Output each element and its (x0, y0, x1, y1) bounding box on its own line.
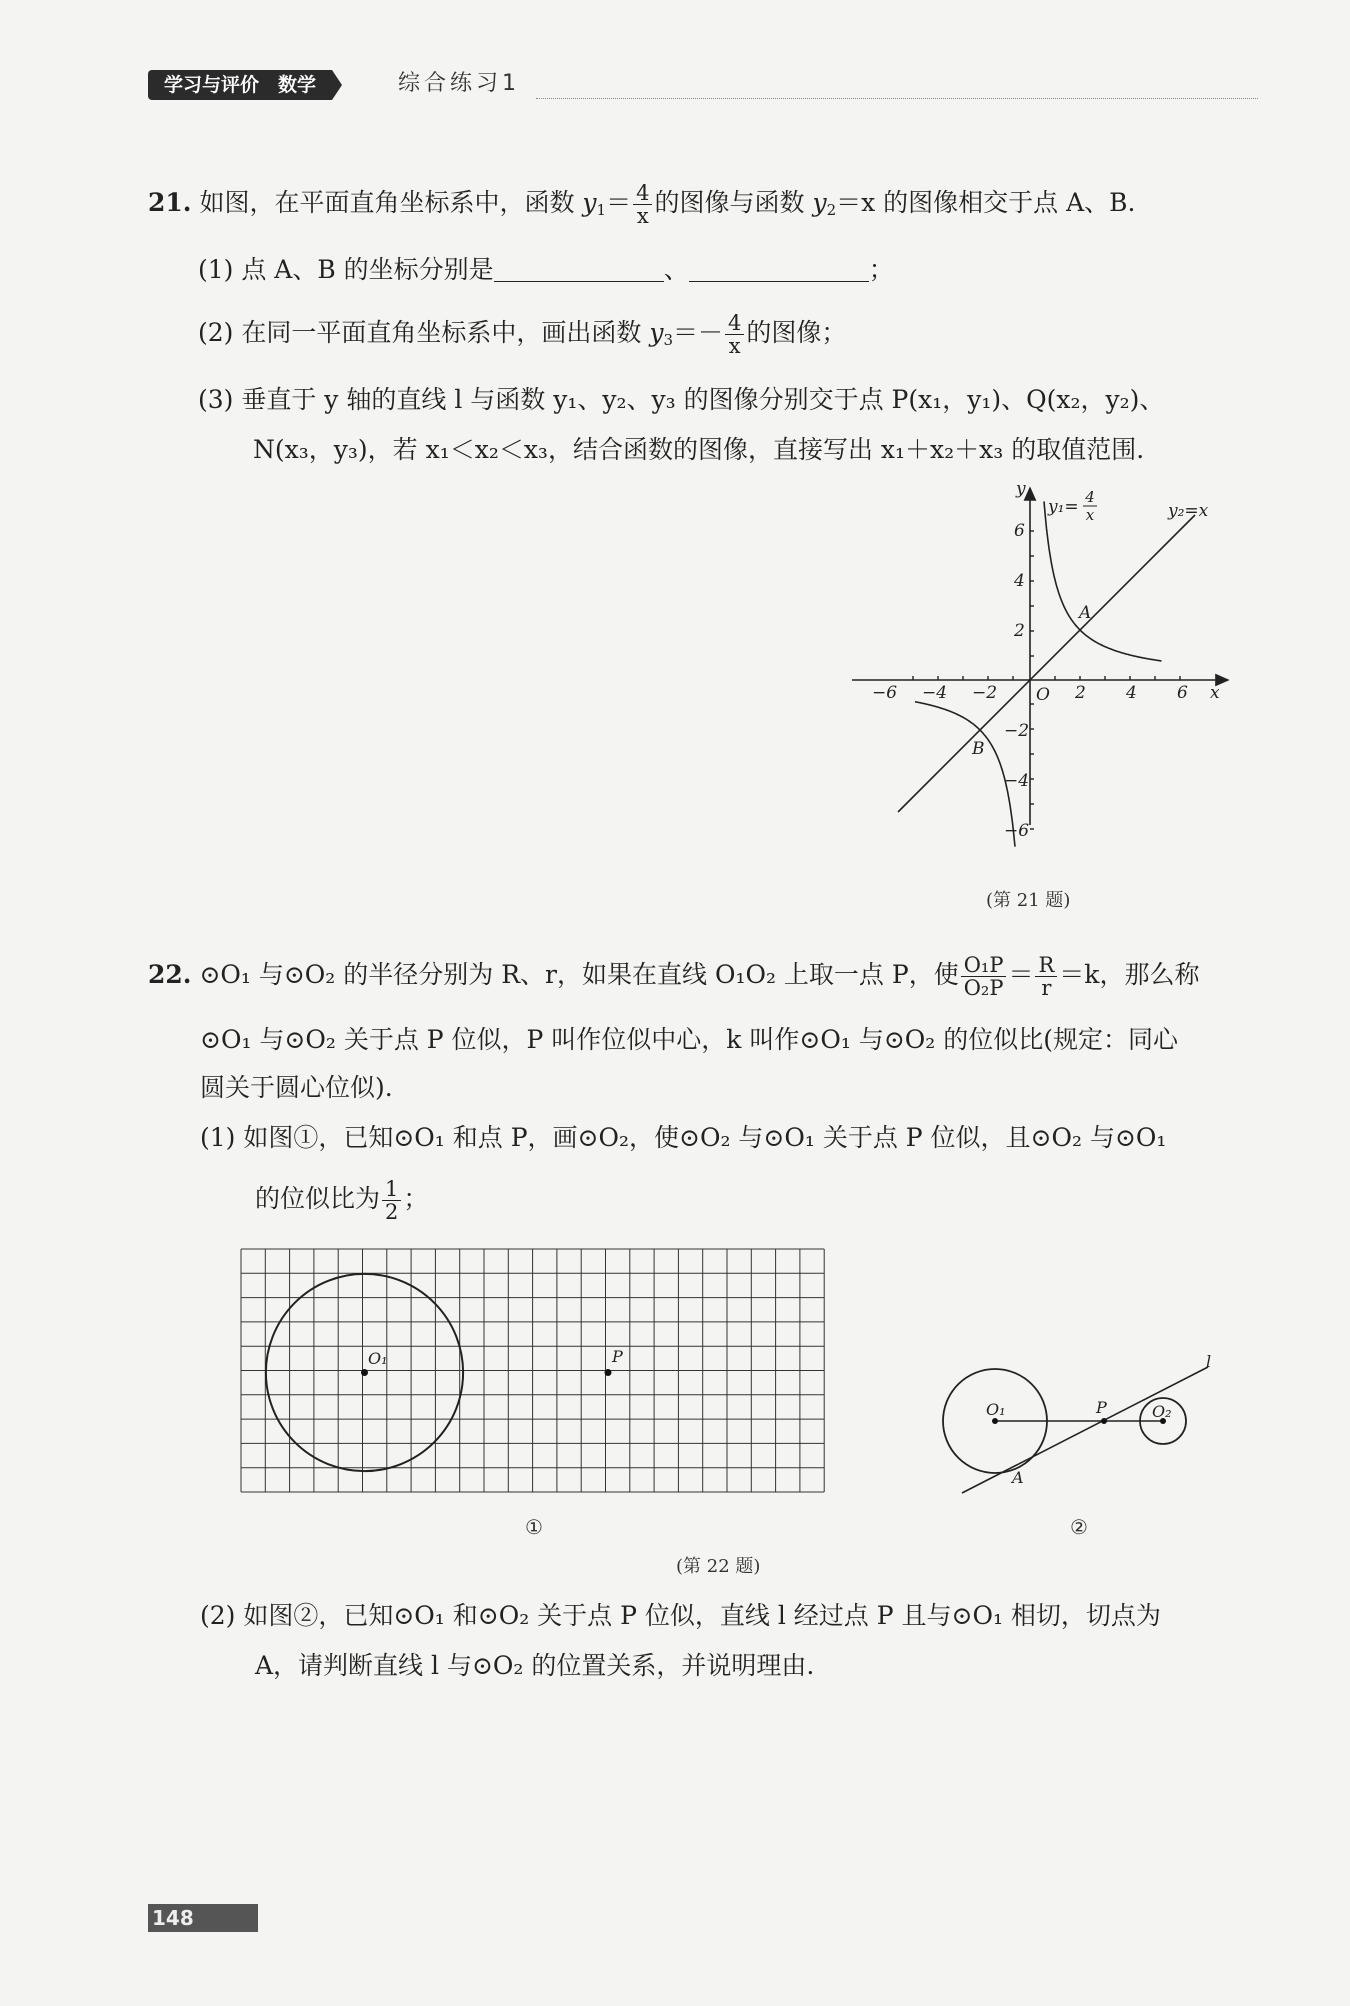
q22-l1-text: ⊙O₁ 与⊙O₂ 的半径分别为 R、r，如果在直线 O₁O₂ 上取一点 P，使 (199, 960, 959, 989)
q22-part2-line1: (2) 如图②，已知⊙O₁ 和⊙O₂ 关于点 P 位似，直线 l 经过点 P 且与⊙O₁ 相切，切点为 (200, 1601, 1161, 1630)
q21-p2-eq: ＝－ (673, 318, 724, 347)
q21-stem-b: 的图像与函数 (654, 188, 805, 217)
q21-y1: y (582, 188, 597, 217)
q22-p1-text: 的位似比为 (255, 1184, 381, 1213)
q22-figure1 (240, 1248, 830, 1498)
p-label: P (612, 1347, 623, 1366)
q21-part3-line1: (3) 垂直于 y 轴的直线 l 与函数 y₁、y₂、y₃ 的图像分别交于点 P(x₁，y₁)、Q(x₂，y₂)、 (198, 385, 1165, 414)
point-b-label: B (972, 739, 985, 759)
q22-f1-den: O₂P (963, 976, 1004, 1000)
y-tick-label: 6 (1014, 521, 1025, 541)
line-y2 (898, 515, 1195, 812)
page-number: 148 (152, 1906, 194, 1930)
x-tick-label: 4 (1126, 683, 1137, 703)
y2-curve-label: y₂=x (1168, 501, 1209, 521)
x-tick-label: 2 (1075, 683, 1086, 703)
q21-caption: (第 21 题) (986, 890, 1071, 911)
y-axis-label: y (1016, 480, 1026, 499)
q22-number: 22. (148, 960, 192, 989)
q21-y1-sub: 1 (596, 201, 607, 219)
x-tick-label: −2 (972, 683, 998, 703)
x-tick-label: 6 (1177, 683, 1188, 703)
q21-graph (850, 480, 1250, 850)
q21-p2-num: 4 (725, 312, 744, 335)
y-tick-label: 2 (1014, 621, 1025, 641)
o2-label: O₂ (1152, 1402, 1172, 1421)
q22-p1-den: 2 (385, 1200, 399, 1224)
q21-frac-num: 4 (633, 182, 652, 205)
p-label: P (1096, 1398, 1107, 1417)
y1-label-num: 4 (1085, 488, 1095, 506)
page-number-block (148, 1904, 258, 1932)
o1-label: O₁ (986, 1400, 1006, 1419)
y1-curve-label: y₁= (1048, 497, 1079, 517)
y1-label-den: x (1085, 506, 1095, 524)
q22-stem-line3: 圆关于圆心位似). (200, 1073, 393, 1102)
q22-f1-num: O₁P (961, 954, 1007, 977)
q22-p1-num: 1 (382, 1178, 401, 1201)
q22-p1-end: ； (403, 1184, 429, 1213)
q21-y2-sub: 2 (826, 201, 837, 219)
q21-fraction (633, 182, 652, 227)
p-dot (1101, 1418, 1107, 1424)
hyperbola-branch-q3 (915, 702, 1015, 847)
q22-caption: (第 22 题) (676, 1556, 761, 1577)
l-label: l (1206, 1355, 1212, 1371)
page-header (148, 68, 1258, 108)
center-o1-dot (361, 1369, 368, 1376)
q21-p2-text: (2) 在同一平面直角坐标系中，画出函数 (198, 318, 642, 347)
q22-p1-fraction (382, 1178, 401, 1223)
y-tick-label: −2 (1004, 721, 1030, 741)
o1-label: O₁ (368, 1349, 388, 1368)
q21-p1-text: (1) 点 A、B 的坐标分别是 (198, 255, 494, 284)
q21-stem-c: ＝x 的图像相交于点 A、B. (836, 188, 1136, 217)
x-tick-label: −6 (872, 683, 898, 703)
y-tick-label: −4 (1004, 771, 1030, 791)
origin-label: O (1036, 685, 1050, 705)
q21-frac-den: x (636, 204, 649, 228)
q22-figure2 (930, 1355, 1230, 1505)
q21-stem-a: 如图，在平面直角坐标系中，函数 (199, 188, 575, 217)
point-a-label: A (1079, 603, 1092, 623)
q22-f2-den: r (1041, 976, 1052, 1000)
q22-part1-line1: (1) 如图①，已知⊙O₁ 和点 P，画⊙O₂，使⊙O₂ 与⊙O₁ 关于点 P 位似，且⊙O₂ 与⊙O₁ (200, 1123, 1167, 1152)
q22-part2-line2: A，请判断直线 l 与⊙O₂ 的位置关系，并说明理由. (255, 1651, 815, 1680)
answer-blank-b[interactable] (689, 257, 869, 282)
book-tag: 学习与评价 数学 (148, 70, 332, 100)
q21-p1-end: ； (868, 255, 894, 284)
tangent-line-l (962, 1367, 1208, 1493)
section-title: 综合练习1 (398, 71, 520, 96)
a-label: A (1012, 1468, 1024, 1487)
q21-p2-den: x (728, 334, 741, 358)
q22-l1-end: ＝k，那么称 (1059, 960, 1200, 989)
y-tick-label: −6 (1004, 821, 1030, 841)
q21-p2-end: 的图像； (746, 318, 847, 347)
q21-part2 (198, 312, 846, 358)
answer-blank-a[interactable] (494, 257, 664, 282)
q21-y3: y (649, 318, 664, 347)
q22-stem-line1 (148, 954, 1199, 999)
q22-part1-line2 (255, 1178, 428, 1223)
x-tick-label: −4 (922, 683, 948, 703)
q21-p1-sep: 、 (663, 255, 689, 284)
q21-p2-fraction (725, 312, 744, 357)
header-rule (536, 98, 1258, 99)
q21-part1 (198, 252, 894, 288)
q22-frac-radii (1035, 954, 1057, 999)
q21-number: 21. (148, 188, 192, 217)
q22-f2-num: R (1035, 954, 1057, 977)
q21-y3-sub: 3 (663, 331, 673, 349)
q22-stem-line2: ⊙O₁ 与⊙O₂ 关于点 P 位似，P 叫作位似中心，k 叫作⊙O₁ 与⊙O₂ 的位似比(规定：同心 (200, 1025, 1178, 1054)
point-p-dot (605, 1369, 612, 1376)
x-axis-label: x (1210, 683, 1220, 703)
q21-y2: y (812, 188, 827, 217)
square-grid (241, 1249, 824, 1492)
q21-eq: ＝ (606, 188, 632, 217)
fig2-label: ② (1070, 1515, 1088, 1539)
y-tick-label: 4 (1014, 571, 1025, 591)
fig1-label: ① (525, 1515, 543, 1539)
q22-frac-ratio (961, 954, 1007, 999)
q22-eq1: ＝ (1008, 960, 1034, 989)
hyperbola-branch-q1 (1044, 501, 1162, 661)
q21-stem (148, 182, 1136, 228)
q21-part3-line2: N(x₃，y₃)，若 x₁＜x₂＜x₃，结合函数的图像，直接写出 x₁＋x₂＋x₃ 的取值范围. (253, 435, 1145, 464)
